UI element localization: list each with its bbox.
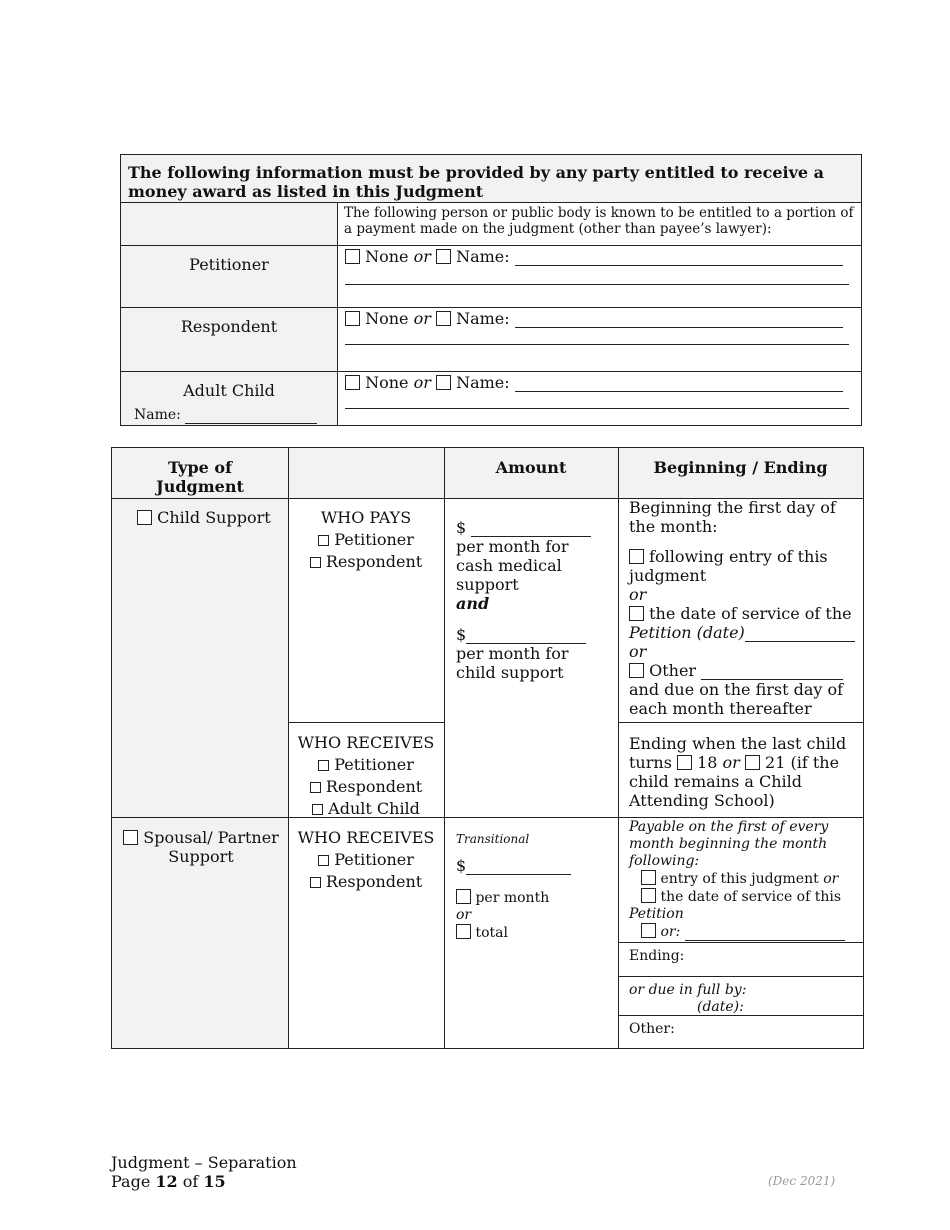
payee-row-respondent: None or Name: [345,309,855,328]
name-checkbox[interactable] [436,249,451,264]
beginning-block: Beginning the first day of the month: following entry of this judgment or the date of service of the Petition (date) or Other and due on the first day of each month thereafter [629,498,859,718]
payable-or-checkbox[interactable] [641,923,656,938]
name-line[interactable] [515,377,843,392]
date-of-service-checkbox[interactable] [629,606,644,621]
pays-petitioner-checkbox[interactable] [318,535,329,546]
who-pays-block: WHO PAYS Petitioner Respondent [288,508,444,571]
spousal-support-option: Spousal/ Partner Support [120,828,282,866]
age-18-checkbox[interactable] [677,755,692,770]
footer-title: Judgment – Separation [111,1153,297,1172]
child-support-checkbox[interactable] [137,510,152,525]
header-amount: Amount [495,458,567,477]
judgment-table [111,447,864,1049]
payable-block: Payable on the first of every month beginning the month following: entry of this judgment or the date of service of this Petition or: [629,819,861,941]
name-line[interactable] [515,313,843,328]
other-checkbox[interactable] [629,663,644,678]
total-checkbox[interactable] [456,924,471,939]
spousal-who-receives-block: WHO RECEIVES Petitioner Respondent [297,828,435,891]
receives-petitioner-checkbox[interactable] [318,760,329,771]
name-line-2[interactable] [345,408,849,409]
payee-row-label: Petitioner [189,255,269,274]
due-date-field[interactable] [748,1002,846,1016]
spousal-amount: Transitional $ per month or total [456,832,610,942]
other-label: Other: [629,1021,675,1037]
header-dates: Beginning / Ending [653,458,828,477]
child-support-option: Child Support [137,508,271,527]
name-line-2[interactable] [345,344,849,345]
who-receives-block: WHO RECEIVES Petitioner Respondent Adult Child [297,733,435,818]
other-field[interactable] [701,665,843,680]
petition-date-field[interactable] [745,627,855,642]
payee-row-label: Adult Child [183,381,275,400]
none-checkbox[interactable] [345,375,360,390]
receives-adult-child-checkbox[interactable] [312,804,323,815]
name-line[interactable] [515,251,843,266]
spousal-support-checkbox[interactable] [123,830,138,845]
entry-judgment-checkbox[interactable] [641,870,656,885]
service-date-checkbox[interactable] [641,888,656,903]
none-checkbox[interactable] [345,249,360,264]
spousal-petitioner-checkbox[interactable] [318,855,329,866]
name-checkbox[interactable] [436,311,451,326]
payee-info-table [120,154,862,426]
payee-intro-text: The following person or public body is known to be entitled to a portion of a payment made on the judgment (other than payee’s lawyer): [344,205,854,237]
type-column [112,498,288,1048]
adult-child-name-line[interactable] [185,410,317,424]
receives-respondent-checkbox[interactable] [310,782,321,793]
age-21-checkbox[interactable] [745,755,760,770]
pays-respondent-checkbox[interactable] [310,557,321,568]
name-checkbox[interactable] [436,375,451,390]
due-in-full-block: or due in full by: (date): [629,982,861,1016]
payable-or-field[interactable] [685,927,845,941]
per-month-checkbox[interactable] [456,889,471,904]
ending-block: Ending when the last child turns 18 or 21 (if the child remains a Child Attending School) [629,734,847,810]
revision-date: (Dec 2021) [768,1174,836,1188]
following-entry-checkbox[interactable] [629,549,644,564]
child-support-amount: $ per month for cash medical support and $ per month for child support [456,518,610,682]
payee-row-petitioner: None or Name: [345,247,855,266]
page-number: Page 12 of 15 [111,1172,226,1191]
spousal-amount-field[interactable] [466,860,571,875]
payee-row-label: Respondent [180,317,278,336]
child-amount-field[interactable] [466,629,586,644]
name-line-2[interactable] [345,284,849,285]
none-checkbox[interactable] [345,311,360,326]
spousal-respondent-checkbox[interactable] [310,877,321,888]
payee-table-header: The following information must be provided by any party entitled to receive a money award as listed in this Judgment [121,155,861,203]
adult-child-name: Name: [134,407,317,424]
header-type: Type of Judgment [156,458,244,496]
ending-label: Ending: [629,948,685,964]
medical-amount-field[interactable] [471,522,591,537]
payee-row-adult-child: None or Name: [345,373,855,392]
